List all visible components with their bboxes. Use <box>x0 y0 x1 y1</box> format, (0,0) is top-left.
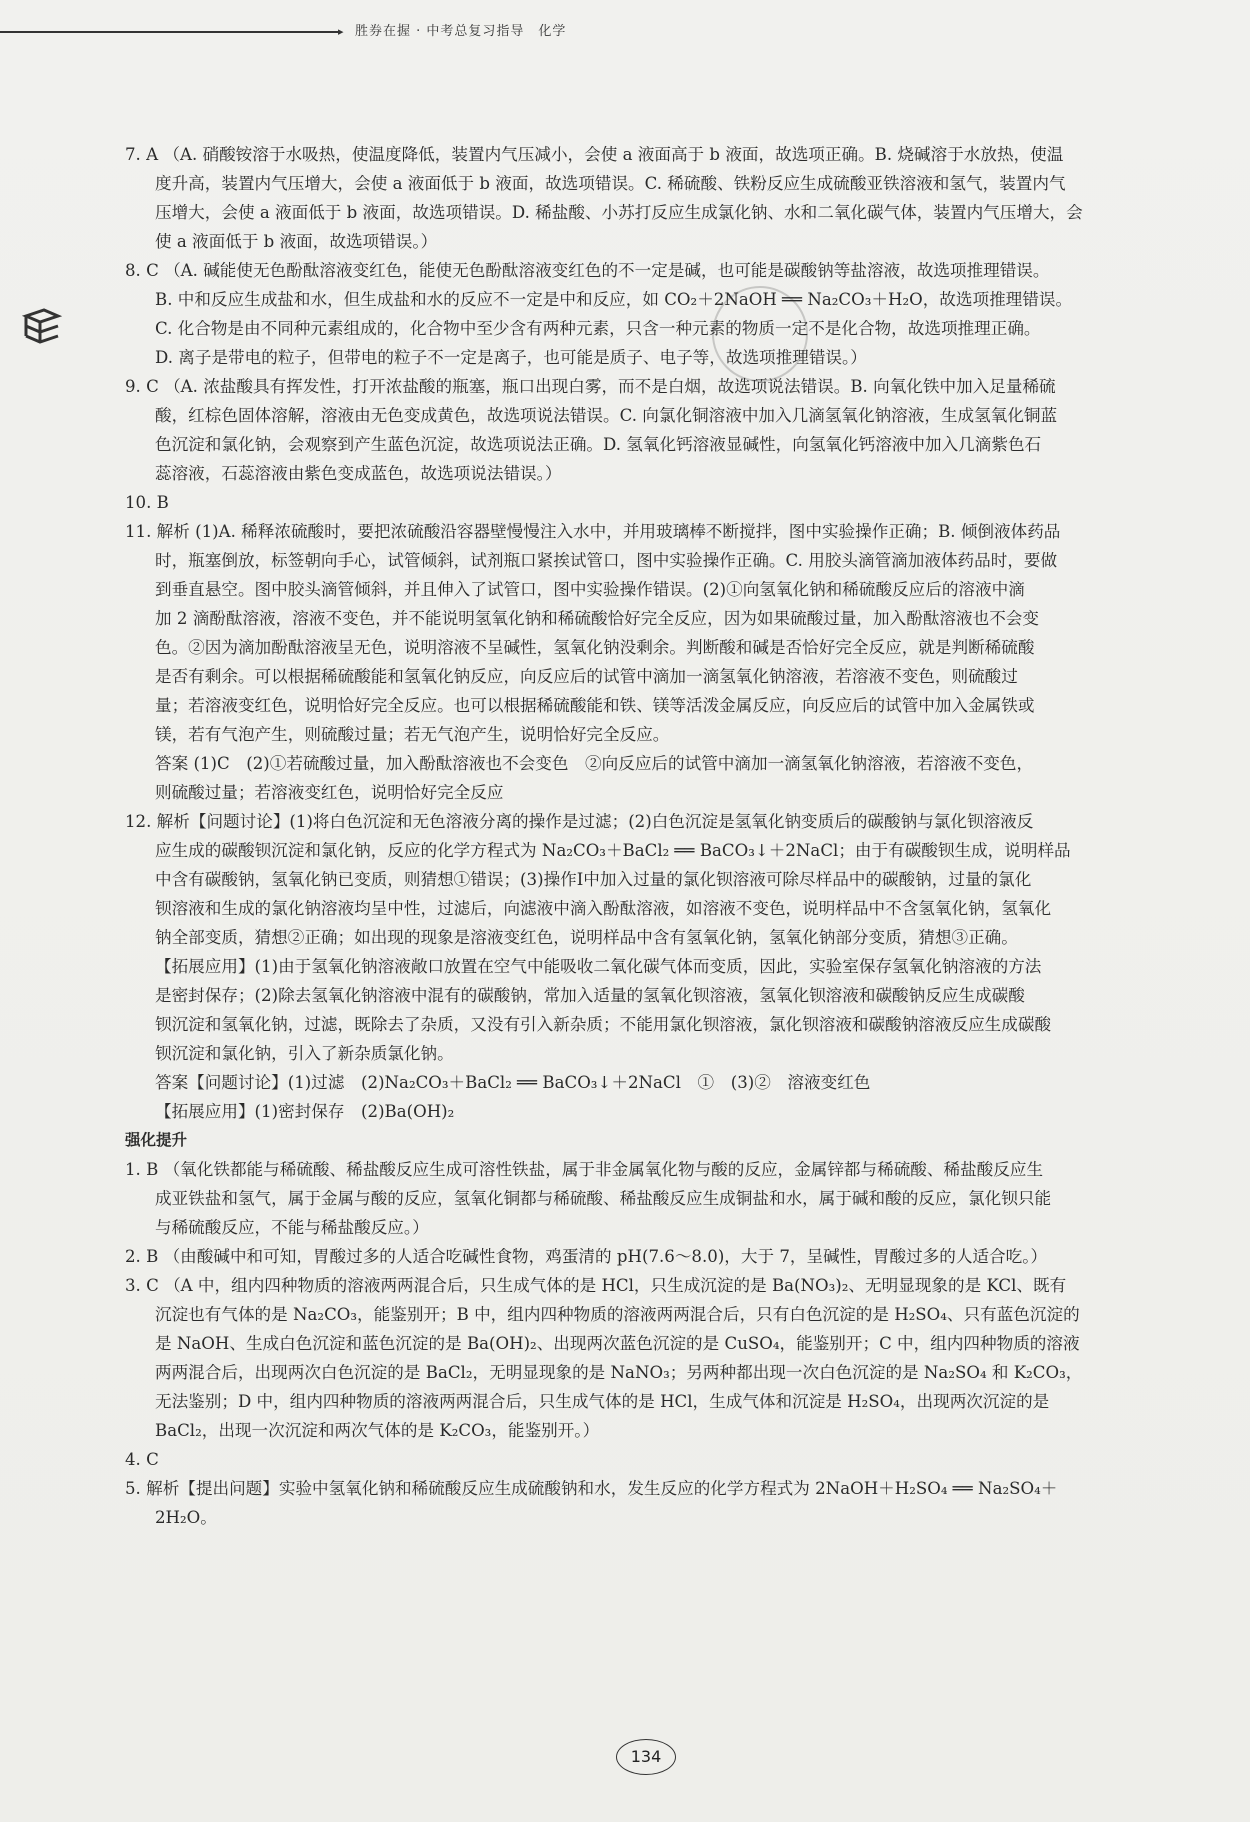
answer-line: 蕊溶液，石蕊溶液由紫色变成蓝色，故选项说法错误。） <box>155 464 562 483</box>
answer-content <box>125 140 1185 1532</box>
answer-line: 3. C （A 中，组内四种物质的溶液两两混合后，只生成气体的是 HCl，只生成沉淀的是 Ba(NO₃)₂、无明显现象的是 KCl、既有 <box>125 1276 1067 1295</box>
answer-items <box>125 140 1185 1126</box>
answer-line: 8. C （A. 碱能使无色酚酞溶液变红色，能使无色酚酞溶液变红色的不一定是碱，也可能是碳酸钠等盐溶液，故选项推理错误。 <box>125 261 1050 280</box>
answer-line: B. 中和反应生成盐和水，但生成盐和水的反应不一定是中和反应，如 CO₂＋2NaOH ══ Na₂CO₃＋H₂O，故选项推理错误。 <box>155 290 1073 309</box>
answer-line: 使 a 液面低于 b 液面，故选项错误。） <box>155 232 438 251</box>
section2-items <box>125 1155 1185 1532</box>
answer-line: 10. B <box>125 493 169 512</box>
answer-line: 压增大，会使 a 液面低于 b 液面，故选项错误。D. 稀盐酸、小苏打反应生成氯化钠、水和二氧化碳气体，装置内气压增大，会 <box>155 203 1083 222</box>
answer-line: 是密封保存；(2)除去氢氧化钠溶液中混有的碳酸钠，常加入适量的氢氧化钡溶液，氢氧化钡溶液和碳酸钠反应生成碳酸 <box>155 986 1025 1005</box>
answer-line: 度升高，装置内气压增大，会使 a 液面低于 b 液面，故选项错误。C. 稀硫酸、铁粉反应生成硫酸亚铁溶液和氢气，装置内气 <box>155 174 1066 193</box>
answer-line: 中含有碳酸钠，氢氧化钠已变质，则猜想①错误；(3)操作Ⅰ中加入过量的氯化钡溶液可除尽样品中的碳酸钠，过量的氯化 <box>155 870 1032 889</box>
book-stack-icon <box>22 306 62 352</box>
answer-line: 与稀硫酸反应，不能与稀盐酸反应。） <box>155 1218 429 1237</box>
answer-line: 【拓展应用】(1)密封保存 (2)Ba(OH)₂ <box>155 1102 455 1121</box>
answer-line: 时，瓶塞倒放，标签朝向手心，试管倾斜，试剂瓶口紧挨试管口，图中实验操作正确。C. 用胶头滴管滴加液体药品时，要做 <box>155 551 1058 570</box>
answer-item-q8 <box>125 256 1185 372</box>
running-header: 胜券在握 · 中考总复习指导 化学 <box>355 24 567 39</box>
answer-line: 1. B （氧化铁都能与稀硫酸、稀盐酸反应生成可溶性铁盐，属于非金属氧化物与酸的反应，金属锌都与稀硫酸、稀盐酸反应生 <box>125 1160 1044 1179</box>
answer-line: 色沉淀和氯化钠，会观察到产生蓝色沉淀，故选项说法正确。D. 氢氧化钙溶液显碱性，向氢氧化钙溶液中加入几滴紫色石 <box>155 435 1042 454</box>
answer-item-q10 <box>125 488 1185 517</box>
answer-line: 钡溶液和生成的氯化钠溶液均呈中性，过滤后，向滤液中滴入酚酞溶液，如溶液不变色，说明样品中不含氢氧化钠，氢氧化 <box>155 899 1052 918</box>
answer-item-s2 <box>125 1242 1185 1271</box>
answer-line: 是否有剩余。可以根据稀硫酸能和氢氧化钠反应，向反应后的试管中滴加一滴氢氧化钠溶液，若溶液不变色，则硫酸过 <box>155 667 1018 686</box>
answer-item-q11 <box>125 517 1185 807</box>
answer-line: 酸，红棕色固体溶解，溶液由无色变成黄色，故选项说法错误。C. 向氯化铜溶液中加入几滴氢氧化钠溶液，生成氢氧化铜蓝 <box>155 406 1058 425</box>
answer-item-s4 <box>125 1445 1185 1474</box>
page-number: 134 <box>616 1739 676 1775</box>
answer-line: 钠全部变质，猜想②正确；如出现的现象是溶液变红色，说明样品中含有氢氧化钠，氢氧化钠部分变质，猜想③正确。 <box>155 928 1018 947</box>
answer-line: 加 2 滴酚酞溶液，溶液不变色，并不能说明氢氧化钠和稀硫酸恰好完全反应，因为如果硫酸过量，加入酚酞溶液也不会变 <box>155 609 1039 628</box>
answer-line: 量；若溶液变红色，说明恰好完全反应。也可以根据稀硫酸能和铁、镁等活泼金属反应，向反应后的试管中加入金属铁或 <box>155 696 1035 715</box>
answer-line: BaCl₂，出现一次沉淀和两次气体的是 K₂CO₃，能鉴别开。） <box>155 1421 600 1440</box>
answer-line: 无法鉴别；D 中，组内四种物质的溶液两两混合后，只生成气体的是 HCl，生成气体和沉淀是 H₂SO₄，出现两次沉淀的是 <box>155 1392 1050 1411</box>
answer-line: 答案 (1)C (2)①若硫酸过量，加入酚酞溶液也不会变色 ②向反应后的试管中滴加一滴氢氧化钠溶液，若溶液不变色， <box>155 754 1034 773</box>
header-arrow-icon: ▸ <box>338 25 344 38</box>
answer-line: 2. B （由酸碱中和可知，胃酸过多的人适合吃碱性食物，鸡蛋清的 pH(7.6～8.0)，大于 7，呈碱性，胃酸过多的人适合吃。） <box>125 1247 1048 1266</box>
answer-item-q12 <box>125 807 1185 1126</box>
section-title: 强化提升 <box>125 1131 188 1149</box>
answer-line: 成亚铁盐和氢气，属于金属与酸的反应，氢氧化铜都与稀硫酸、稀盐酸反应生成铜盐和水，属于碱和酸的反应，氯化钡只能 <box>155 1189 1052 1208</box>
answer-line: 7. A （A. 硝酸铵溶于水吸热，使温度降低，装置内气压减小，会使 a 液面高于 b 液面，故选项正确。B. 烧碱溶于水放热，使温 <box>125 145 1064 164</box>
answer-line: 钡沉淀和氯化钠，引入了新杂质氯化钠。 <box>155 1044 454 1063</box>
answer-line: 色。②因为滴加酚酞溶液呈无色，说明溶液不呈碱性，氢氧化钠没剩余。判断酸和碱是否恰好完全反应，就是判断稀硫酸 <box>155 638 1035 657</box>
answer-line: 沉淀也有气体的是 Na₂CO₃，能鉴别开；B 中，组内四种物质的溶液两两混合后，只有白色沉淀的是 H₂SO₄、只有蓝色沉淀的 <box>155 1305 1080 1324</box>
answer-line: C. 化合物是由不同种元素组成的，化合物中至少含有两种元素，只含一种元素的物质一定不是化合物，故选项推理正确。 <box>155 319 1041 338</box>
answer-line: 11. 解析 (1)A. 稀释浓硫酸时，要把浓硫酸沿容器壁慢慢注入水中，并用玻璃棒不断搅拌，图中实验操作正确；B. 倾倒液体药品 <box>125 522 1061 541</box>
answer-line: 则硫酸过量；若溶液变红色，说明恰好完全反应 <box>155 783 504 802</box>
answer-item-q7 <box>125 140 1185 256</box>
header-rule <box>0 31 340 33</box>
answer-line: 4. C <box>125 1450 159 1469</box>
answer-line: 钡沉淀和氢氧化钠，过滤，既除去了杂质，又没有引入新杂质；不能用氯化钡溶液，氯化钡溶液和碳酸钠溶液反应生成碳酸 <box>155 1015 1052 1034</box>
answer-line: D. 离子是带电的粒子，但带电的粒子不一定是离子，也可能是质子、电子等，故选项推理错误。） <box>155 348 867 367</box>
answer-line: 答案【问题讨论】(1)过滤 (2)Na₂CO₃＋BaCl₂ ══ BaCO₃↓＋2NaCl ① (3)② 溶液变红色 <box>155 1073 871 1092</box>
answer-item-s1 <box>125 1155 1185 1242</box>
answer-line: 到垂直悬空。图中胶头滴管倾斜，并且伸入了试管口，图中实验操作错误。(2)①向氢氧化钠和稀硫酸反应后的溶液中滴 <box>155 580 1025 599</box>
answer-item-s3 <box>125 1271 1185 1445</box>
answer-item-s5 <box>125 1474 1185 1532</box>
answer-item-q9 <box>125 372 1185 488</box>
answer-line: 12. 解析【问题讨论】(1)将白色沉淀和无色溶液分离的操作是过滤；(2)白色沉淀是氢氧化钠变质后的碳酸钠与氯化钡溶液反 <box>125 812 1034 831</box>
answer-line: 镁，若有气泡产生，则硫酸过量；若无气泡产生，说明恰好完全反应。 <box>155 725 670 744</box>
answer-line: 两两混合后，出现两次白色沉淀的是 BaCl₂，无明显现象的是 NaNO₃；另两种都出现一次白色沉淀的是 Na₂SO₄ 和 K₂CO₃， <box>155 1363 1083 1382</box>
answer-line: 9. C （A. 浓盐酸具有挥发性，打开浓盐酸的瓶塞，瓶口出现白雾，而不是白烟，故选项说法错误。B. 向氧化铁中加入足量稀硫 <box>125 377 1056 396</box>
answer-line: 是 NaOH、生成白色沉淀和蓝色沉淀的是 Ba(OH)₂、出现两次蓝色沉淀的是 CuSO₄，能鉴别开；C 中，组内四种物质的溶液 <box>155 1334 1080 1353</box>
answer-line: 5. 解析【提出问题】实验中氢氧化钠和稀硫酸反应生成硫酸钠和水，发生反应的化学方程式为 2NaOH＋H₂SO₄ ══ Na₂SO₄＋ <box>125 1479 1058 1498</box>
answer-line: 应生成的碳酸钡沉淀和氯化钠，反应的化学方程式为 Na₂CO₃＋BaCl₂ ══ BaCO₃↓＋2NaCl；由于有碳酸钡生成，说明样品 <box>155 841 1071 860</box>
answer-line: 【拓展应用】(1)由于氢氧化钠溶液敞口放置在空气中能吸收二氧化碳气体而变质，因此，实验室保存氢氧化钠溶液的方法 <box>155 957 1042 976</box>
answer-line: 2H₂O。 <box>155 1508 217 1527</box>
